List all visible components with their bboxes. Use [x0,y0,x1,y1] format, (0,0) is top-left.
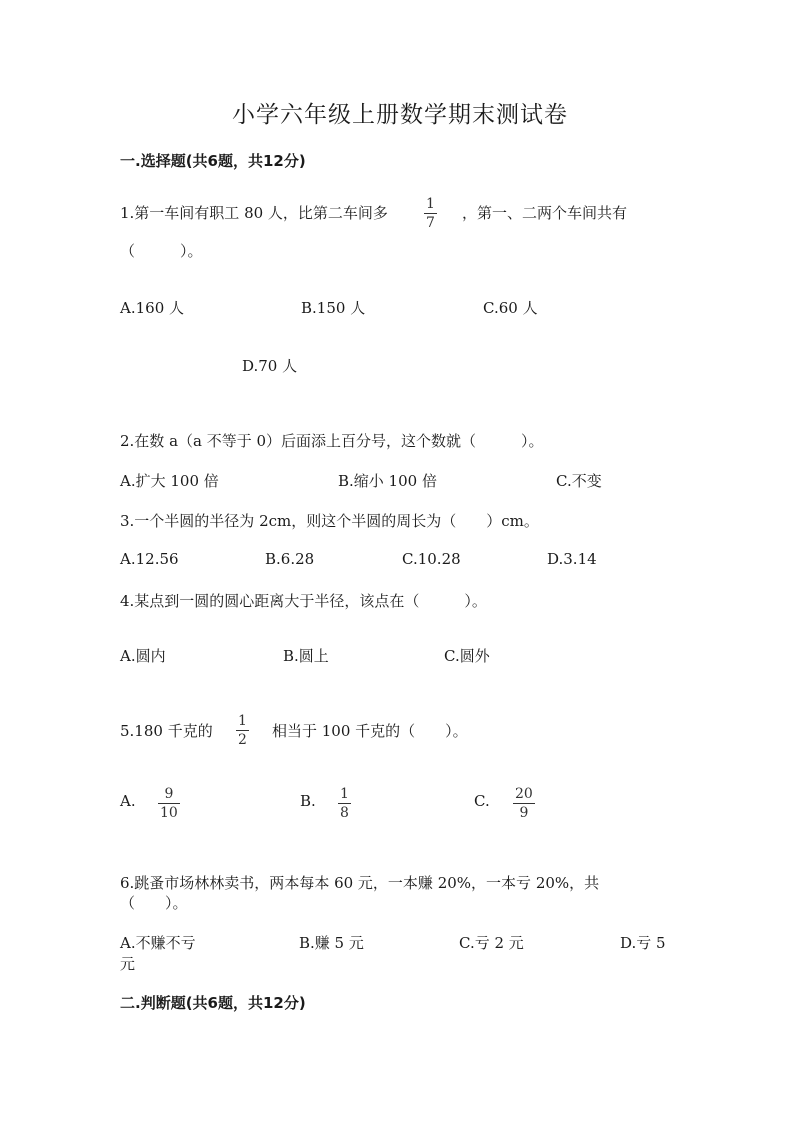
q4-option-a[interactable]: A.圆内 [120,647,166,665]
page-title: 小学六年级上册数学期末测试卷 [232,102,568,128]
q5-frac-den: 2 [238,732,247,748]
q5-option-b-den: 8 [340,805,349,821]
q6-option-b[interactable]: B.赚 5 元 [299,934,364,952]
q6-option-d[interactable]: D.亏 5 [620,934,666,952]
q3-option-b[interactable]: B.6.28 [265,550,315,568]
q5-option-a-fraction[interactable] [158,786,180,821]
q3-text: 3.一个半圆的半径为 2cm，则这个半圆的周长为（ ）cm。 [120,512,539,530]
q2-option-c[interactable]: C.不变 [556,472,602,490]
q2-option-b[interactable]: B.缩小 100 倍 [338,472,437,490]
q4-text: 4.某点到一圆的圆心距离大于半径，该点在（ ）。 [120,592,487,610]
q3-option-a[interactable]: A.12.56 [120,550,179,568]
q6-blank: （ ）。 [120,894,188,912]
q5-frac-bar [236,730,249,731]
q1-frac-num: 1 [426,196,435,212]
q1-frac-den: 7 [426,215,435,231]
q5-option-a-label[interactable]: A. [120,792,136,810]
q1-blank: （ ）。 [120,242,203,260]
q1-option-c[interactable]: C.60 人 [483,299,538,317]
section-heading-choice: 一.选择题(共6题，共12分) [120,152,306,170]
q4-option-b[interactable]: B.圆上 [283,647,329,665]
q5-fraction [236,713,249,748]
q6-option-a[interactable]: A.不赚不亏 [120,934,196,952]
q5-option-b-bar [338,803,351,804]
q6-text-a: 6.跳蚤市场林林卖书，两本每本 60 元，一本赚 20%，一本亏 20%，共 [120,874,600,892]
q5-option-c-fraction[interactable] [513,786,535,821]
q6-option-d-wrap: 元 [120,955,136,973]
q5-text-b: 相当于 100 千克的（ ）。 [272,722,468,740]
q2-text: 2.在数 a（a 不等于 0）后面添上百分号，这个数就（ ）。 [120,432,544,450]
q1-text-b: ，第一、二两个车间共有 [462,204,628,222]
q6-option-c[interactable]: C.亏 2 元 [459,934,524,952]
q1-frac-bar [424,213,437,214]
q5-option-c-num: 20 [515,786,533,802]
q5-option-b-num: 1 [340,786,349,802]
q5-frac-num: 1 [238,713,247,729]
section-heading-judgment: 二.判断题(共6题，共12分) [120,994,306,1012]
q2-option-a[interactable]: A.扩大 100 倍 [120,472,219,490]
q5-text-a: 5.180 千克的 [120,722,213,740]
q5-option-c-bar [513,803,535,804]
q5-option-a-den: 10 [160,805,178,821]
q1-option-a[interactable]: A.160 人 [120,299,184,317]
q3-option-d[interactable]: D.3.14 [547,550,597,568]
q5-option-c-den: 9 [519,805,529,821]
q1-fraction [424,196,437,231]
q5-option-a-bar [158,803,180,804]
q5-option-c-label[interactable]: C. [474,792,490,810]
q1-option-b[interactable]: B.150 人 [301,299,366,317]
q1-text-a: 1.第一车间有职工 80 人，比第二车间多 [120,204,388,222]
q5-option-b-fraction[interactable] [338,786,351,821]
q4-option-c[interactable]: C.圆外 [444,647,490,665]
q1-option-d[interactable]: D.70 人 [242,357,298,375]
q5-option-a-num: 9 [164,786,174,802]
q3-option-c[interactable]: C.10.28 [402,550,461,568]
q5-option-b-label[interactable]: B. [300,792,316,810]
